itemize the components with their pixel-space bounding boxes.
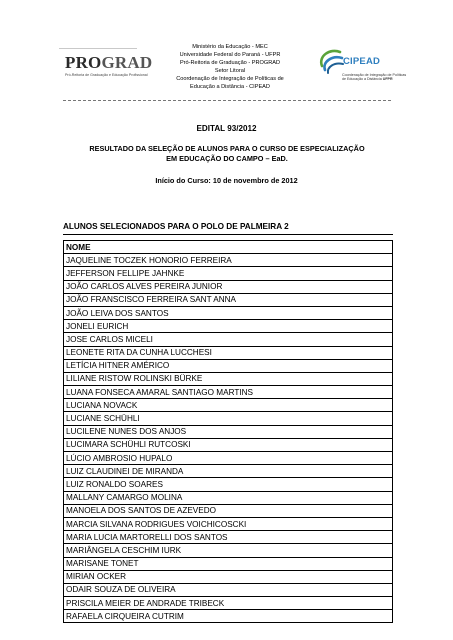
table-row xyxy=(64,425,393,438)
table-row xyxy=(64,386,393,399)
table-row xyxy=(64,478,393,491)
table-row xyxy=(64,597,393,610)
student-name: MARIA LUCIA MARTORELLI DOS SANTOS xyxy=(64,531,393,544)
result-heading: RESULTADO DA SELEÇÃO DE ALUNOS PARA O CURSO DE ESPECIALIZAÇÃO EM EDUCAÇÃO DO CAMPO – EaD. xyxy=(89,144,365,163)
table-row xyxy=(64,531,393,544)
student-name: LUIZ RONALDO SOARES xyxy=(64,478,393,491)
student-name: MANOELA DOS SANTOS DE AZEVEDO xyxy=(64,504,393,517)
table-row xyxy=(64,412,393,425)
table-row xyxy=(64,504,393,517)
table-row xyxy=(64,254,393,267)
logo-decoration-line xyxy=(59,48,137,49)
table-row xyxy=(64,267,393,280)
header-line: Pró-Reitoria de Graduação - PROGRAD xyxy=(179,59,281,66)
table-row xyxy=(64,517,393,530)
cipead-logo xyxy=(316,44,407,90)
course-start-date: Início do Curso: 10 de novembro de 2012 xyxy=(155,176,298,185)
student-name: JEFFERSON FELLIPE JAHNKE xyxy=(64,267,393,280)
table-row xyxy=(64,610,393,623)
student-name: LÚCIO AMBROSIO HUPALO xyxy=(64,452,393,465)
student-name: RAFAELA CIRQUEIRA CUTRIM xyxy=(64,610,393,623)
student-name: MALLANY CAMARGO MOLINA xyxy=(64,491,393,504)
table-row xyxy=(64,491,393,504)
table-row xyxy=(64,557,393,570)
header-line: Coordenação de Integração de Políticas de xyxy=(176,75,284,82)
prograd-wordmark: PROGRAD xyxy=(65,53,153,72)
table-row xyxy=(64,346,393,359)
student-name: LUCIANA NOVACK xyxy=(64,399,393,412)
table-row xyxy=(64,452,393,465)
student-name: LEONETE RITA DA CUNHA LUCCHESI xyxy=(64,346,393,359)
header-line: Ministério da Educação - MEC xyxy=(192,44,268,50)
student-name: MARISANE TONET xyxy=(64,557,393,570)
student-name: MARIÂNGELA CESCHIM IURK xyxy=(64,544,393,557)
institution-header xyxy=(150,44,310,91)
student-name: LUANA FONSECA AMARAL SANTIAGO MARTINS xyxy=(64,386,393,399)
student-name: MIRIAN OCKER xyxy=(64,570,393,583)
student-name: JOÃO LEIVA DOS SANTOS xyxy=(64,306,393,319)
prograd-logo xyxy=(59,44,153,80)
student-name: LUIZ CLAUDINEI DE MIRANDA xyxy=(64,465,393,478)
table-row xyxy=(64,293,393,306)
student-name: LUCIANE SCHÜHLI xyxy=(64,412,393,425)
selected-students-table xyxy=(63,240,393,623)
edital-title: EDITAL 93/2012 xyxy=(196,124,257,133)
student-name: ODAIR SOUZA DE OLIVEIRA xyxy=(64,583,393,596)
student-name: JONELI EURICH xyxy=(64,320,393,333)
table-header-row xyxy=(64,241,393,254)
student-name: LUCIMARA SCHÜHLI RUTCOSKI xyxy=(64,438,393,451)
student-name: LILIANE RISTOW ROLINSKI BÜRKE xyxy=(64,372,393,385)
table-row xyxy=(64,583,393,596)
table-row xyxy=(64,544,393,557)
table-row xyxy=(64,333,393,346)
table-row xyxy=(64,399,393,412)
student-name: PRISCILA MEIER DE ANDRADE TRIBECK xyxy=(64,597,393,610)
polo-title: ALUNOS SELECIONADOS PARA O POLO DE PALMEIRA 2 xyxy=(63,222,393,235)
table-row xyxy=(64,306,393,319)
cipead-tagline: Coordenação de Integração de Políticas de Educação a Distância UFPR xyxy=(342,73,407,82)
table-row xyxy=(64,372,393,385)
student-name: LETÍCIA HITNER AMÉRICO xyxy=(64,359,393,372)
header-line: Educação a Distância - CIPEAD xyxy=(190,83,270,90)
cipead-swirl-icon xyxy=(316,46,346,76)
student-name: JAQUELINE TOCZEK HONORIO FERREIRA xyxy=(64,254,393,267)
student-name: JOÃO FRANSCISCO FERREIRA SANT ANNA xyxy=(64,293,393,306)
student-name: LUCILENE NUNES DOS ANJOS xyxy=(64,425,393,438)
column-header-nome: NOME xyxy=(64,241,393,254)
table-row xyxy=(64,359,393,372)
student-name: JOÃO CARLOS ALVES PEREIRA JUNIOR xyxy=(64,280,393,293)
table-row xyxy=(64,570,393,583)
prograd-tagline: Pró-Reitoria de Graduação e Educação Profissional xyxy=(65,73,148,77)
header-line: Universidade Federal do Paraná - UFPR xyxy=(179,51,281,58)
table-row xyxy=(64,465,393,478)
header-divider xyxy=(63,100,391,101)
table-row xyxy=(64,280,393,293)
header-line: Setor Litoral xyxy=(214,67,246,74)
student-name: JOSE CARLOS MICELI xyxy=(64,333,393,346)
table-row xyxy=(64,438,393,451)
table-row xyxy=(64,320,393,333)
student-name: MARCIA SILVANA RODRIGUES VOICHICOSCKI xyxy=(64,517,393,530)
cipead-wordmark: CIPEAD xyxy=(343,56,381,67)
